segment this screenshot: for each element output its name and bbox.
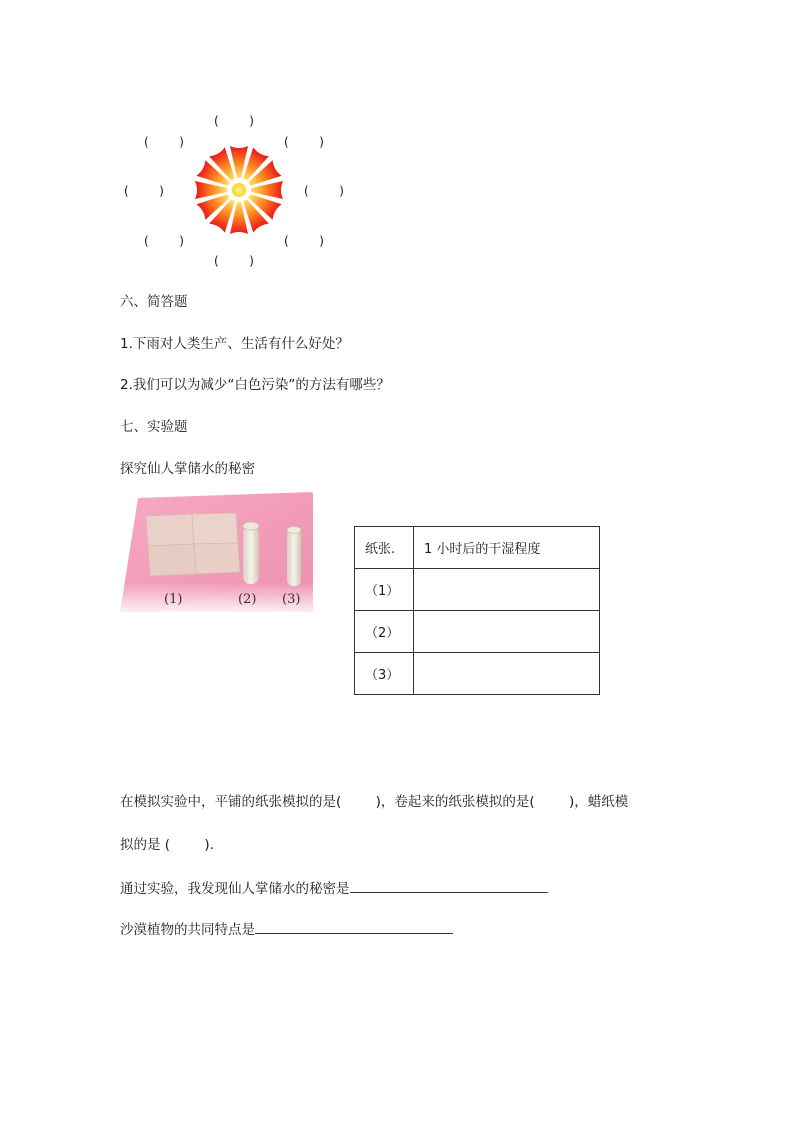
header-paper: 纸张. [355, 527, 414, 569]
question-2: 2.我们可以为减少“白色污染”的方法有哪些？ [120, 377, 390, 393]
photo-label-2: (2) [238, 592, 257, 607]
result-table [354, 526, 600, 695]
blank-top-left[interactable]: ( ) [144, 135, 184, 149]
answer-cell[interactable] [414, 611, 600, 653]
photo-label-3: (3) [282, 592, 301, 607]
blank-top[interactable]: ( ) [214, 114, 254, 128]
conclusion-line [120, 878, 548, 898]
row-label: （3） [355, 653, 414, 695]
conclusion-label: 通过实验，我发现仙人掌储水的秘密是 [120, 881, 350, 897]
row-label: （2） [355, 611, 414, 653]
row-label: （1） [355, 569, 414, 611]
feature-label: 沙漠植物的共同特点是 [120, 922, 255, 938]
experiment-title: 探究仙人掌储水的秘密 [120, 461, 255, 477]
blank-top-right[interactable]: ( ) [284, 135, 324, 149]
section7-heading: 七、实验题 [120, 419, 188, 435]
table-row [355, 569, 600, 611]
blank-bottom-left[interactable]: ( ) [144, 234, 184, 248]
header-dryness: 1 小时后的干湿程度 [414, 527, 600, 569]
photo-label-1: (1) [164, 592, 183, 607]
fill-in-line-1: 在模拟实验中，平铺的纸张模拟的是( )，卷起来的纸张模拟的是( )，蜡纸模 [120, 794, 629, 810]
blank-bottom[interactable]: ( ) [214, 254, 254, 268]
feature-answer-line[interactable] [255, 919, 453, 934]
blank-bottom-right[interactable]: ( ) [284, 234, 324, 248]
question-1: 1.下雨对人类生产、生活有什么好处？ [120, 336, 349, 352]
section6-heading: 六、简答题 [120, 294, 188, 310]
sun-diagram [120, 108, 360, 273]
experiment-photo [120, 492, 313, 612]
sun-core [232, 183, 246, 197]
feature-line [120, 919, 453, 939]
answer-cell[interactable] [414, 653, 600, 695]
answer-cell[interactable] [414, 569, 600, 611]
blank-right[interactable]: ( ) [304, 184, 344, 198]
fill-in-line-2: 拟的是 ( ). [120, 837, 214, 853]
table-row [355, 653, 600, 695]
table-row [355, 611, 600, 653]
table-header-row [355, 527, 600, 569]
conclusion-answer-line[interactable] [350, 878, 548, 893]
blank-left[interactable]: ( ) [124, 184, 164, 198]
